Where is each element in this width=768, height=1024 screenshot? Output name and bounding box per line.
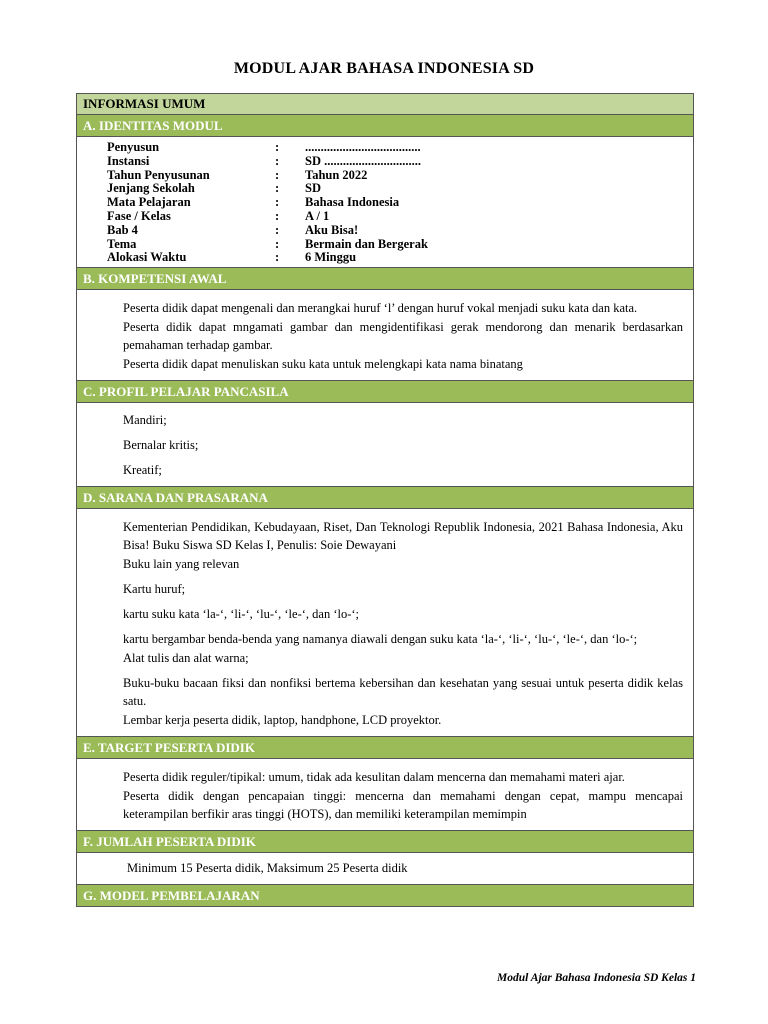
profil-item-text: Mandiri; — [123, 413, 167, 428]
identitas-colon: : — [275, 250, 280, 265]
target-item-text: Peserta didik dengan pencapaian tinggi: mencerna dan memahami dengan cepat, mampu mencapai keterampilan berfikir aras tinggi (HOTS), dan memiliki keterampilan memimpin — [123, 789, 683, 822]
bullet-icon — [107, 355, 123, 373]
document-title: MODUL AJAR BAHASA INDONESIA SD — [233, 60, 535, 77]
identitas-colon: : — [275, 195, 280, 210]
identitas-value: A / 1 — [305, 208, 330, 223]
identitas-colon: : — [275, 167, 280, 182]
identitas-row — [77, 210, 693, 224]
bullet-icon — [107, 768, 123, 786]
identitas-label: Instansi — [107, 153, 150, 168]
identitas-row — [77, 182, 693, 196]
identitas-value: Bermain dan Bergerak — [305, 236, 428, 251]
profil-pancasila-header — [77, 381, 693, 403]
sarana-item-text: Kementerian Pendidikan, Kebudayaan, Riset, Dan Teknologi Republik Indonesia, 2021 Bahasa Indonesia, Aku Bisa! Buku Siswa SD Kelas I, Penulis: Soie Dewayani — [123, 520, 683, 553]
target-list-item — [107, 768, 683, 786]
bullet-icon — [107, 649, 123, 667]
kompetensi-item-text: Peserta didik dapat menuliskan suku kata untuk melengkapi kata nama binatang — [123, 357, 523, 372]
model-heading: G. MODEL PEMBELAJARAN — [83, 888, 260, 904]
identitas-row — [77, 141, 693, 155]
bullet-icon — [107, 555, 123, 573]
sarana-list-item — [107, 580, 683, 598]
sarana-prasarana-header — [77, 487, 693, 509]
kompetensi-heading: B. KOMPETENSI AWAL — [83, 271, 227, 287]
identitas-modul-body — [77, 137, 693, 268]
sarana-list-item — [107, 630, 683, 648]
target-list-item — [107, 787, 683, 823]
bullet-icon — [107, 518, 123, 554]
identitas-value: SD ............................... — [305, 153, 421, 168]
kompetensi-awal-body — [77, 290, 693, 381]
identitas-heading: A. IDENTITAS MODUL — [83, 118, 223, 133]
info-umum-header: INFORMASI UMUM — [77, 94, 693, 115]
identitas-colon: : — [275, 236, 280, 251]
profil-item-text: Bernalar kritis; — [123, 438, 199, 453]
bullet-icon — [107, 787, 123, 823]
bullet-icon — [107, 711, 123, 729]
identitas-label: Bab 4 — [107, 222, 138, 237]
target-heading: E. TARGET PESERTA DIDIK — [83, 740, 255, 756]
sarana-list-item — [107, 649, 683, 667]
kompetensi-awal-header — [77, 268, 693, 290]
kompetensi-item-text: Peserta didik dapat mngamati gambar dan mengidentifikasi gerak mendorong dan menarik berdasarkan pemahaman terhadap gambar. — [123, 320, 683, 353]
sarana-item-text: Kartu huruf; — [123, 582, 186, 597]
sarana-item-text: Buku-buku bacaan fiksi dan nonfiksi bertema kebersihan dan kesehatan yang sesuai untuk peserta didik kelas satu. — [123, 676, 683, 709]
bullet-icon — [107, 859, 123, 877]
sarana-heading: D. SARANA DAN PRASARANA — [83, 490, 268, 506]
bullet-icon — [107, 461, 123, 479]
identitas-value: SD — [305, 181, 321, 196]
bullet-icon — [107, 436, 123, 454]
identitas-row — [77, 155, 693, 169]
identitas-label: Mata Pelajaran — [107, 195, 191, 210]
identitas-row — [77, 251, 693, 265]
profil-list-item — [107, 436, 683, 454]
jumlah-peserta-body — [77, 853, 693, 885]
sarana-item-text: Lembar kerja peserta didik, laptop, handphone, LCD proyektor. — [123, 713, 442, 728]
model-pembelajaran-header — [77, 885, 693, 906]
identitas-label: Tahun Penyusunan — [107, 167, 210, 182]
target-peserta-header — [77, 737, 693, 759]
profil-heading: C. PROFIL PELAJAR PANCASILA — [83, 384, 289, 400]
sarana-item-text: kartu bergambar benda-benda yang namanya diawali dengan suku kata ‘la-‘, ‘li-‘, ‘lu-‘, ‘le-‘, dan ‘lo-‘; — [123, 632, 638, 647]
sarana-prasarana-body — [77, 509, 693, 737]
profil-pancasila-body — [77, 403, 693, 487]
page-footer: Modul Ajar Bahasa Indonesia SD Kelas 1 — [497, 972, 696, 984]
identitas-label: Jenjang Sekolah — [107, 181, 195, 196]
identitas-value: Tahun 2022 — [305, 167, 368, 182]
sarana-list-item — [107, 518, 683, 554]
profil-list-item — [107, 411, 683, 429]
identitas-row — [77, 238, 693, 252]
identitas-label: Penyusun — [107, 140, 160, 154]
sarana-item-text: Buku lain yang relevan — [123, 557, 240, 572]
bullet-icon — [107, 299, 123, 317]
sarana-list-item — [107, 674, 683, 710]
identitas-value: ..................................... — [305, 140, 421, 154]
sarana-list-item — [107, 605, 683, 623]
identitas-colon: : — [275, 181, 280, 196]
bullet-icon — [107, 630, 123, 648]
profil-item-text: Kreatif; — [123, 463, 162, 478]
identitas-colon: : — [275, 222, 280, 237]
identitas-modul-header — [77, 115, 693, 137]
kompetensi-list-item — [107, 318, 683, 354]
bullet-icon — [107, 318, 123, 354]
target-peserta-body — [77, 759, 693, 831]
identitas-row — [77, 224, 693, 238]
sarana-item-text: kartu suku kata ‘la-‘, ‘li-‘, ‘lu-‘, ‘le-‘, dan ‘lo-‘; — [123, 607, 360, 622]
target-item-text: Peserta didik reguler/tipikal: umum, tidak ada kesulitan dalam mencerna dan memahami materi ajar. — [123, 770, 625, 785]
identitas-label: Alokasi Waktu — [107, 250, 187, 265]
bullet-icon — [107, 674, 123, 710]
identitas-value: Bahasa Indonesia — [305, 195, 400, 210]
identitas-row — [77, 196, 693, 210]
kompetensi-list-item — [107, 355, 683, 373]
identitas-colon: : — [275, 140, 280, 154]
identitas-colon: : — [275, 208, 280, 223]
sarana-list-item — [107, 555, 683, 573]
identitas-row — [77, 169, 693, 183]
bullet-icon — [107, 580, 123, 598]
jumlah-peserta-header — [77, 831, 693, 853]
identitas-colon: : — [275, 153, 280, 168]
bullet-icon — [107, 605, 123, 623]
identitas-label: Fase / Kelas — [107, 208, 171, 223]
kompetensi-list-item — [107, 299, 683, 317]
profil-list-item — [107, 461, 683, 479]
jumlah-heading: F. JUMLAH PESERTA DIDIK — [83, 834, 256, 850]
kompetensi-item-text: Peserta didik dapat mengenali dan merangkai huruf ‘l’ dengan huruf vokal menjadi suku kata dan kata. — [123, 301, 638, 316]
identitas-value: Aku Bisa! — [305, 222, 359, 237]
jumlah-item-text: Minimum 15 Peserta didik, Maksimum 25 Peserta didik — [127, 861, 408, 876]
identitas-value: 6 Minggu — [305, 250, 357, 265]
sarana-list-item — [107, 711, 683, 729]
sarana-item-text: Alat tulis dan alat warna; — [123, 651, 249, 666]
bullet-icon — [107, 411, 123, 429]
module-table — [76, 93, 694, 907]
identitas-label: Tema — [107, 236, 137, 251]
jumlah-list-item — [107, 859, 683, 877]
